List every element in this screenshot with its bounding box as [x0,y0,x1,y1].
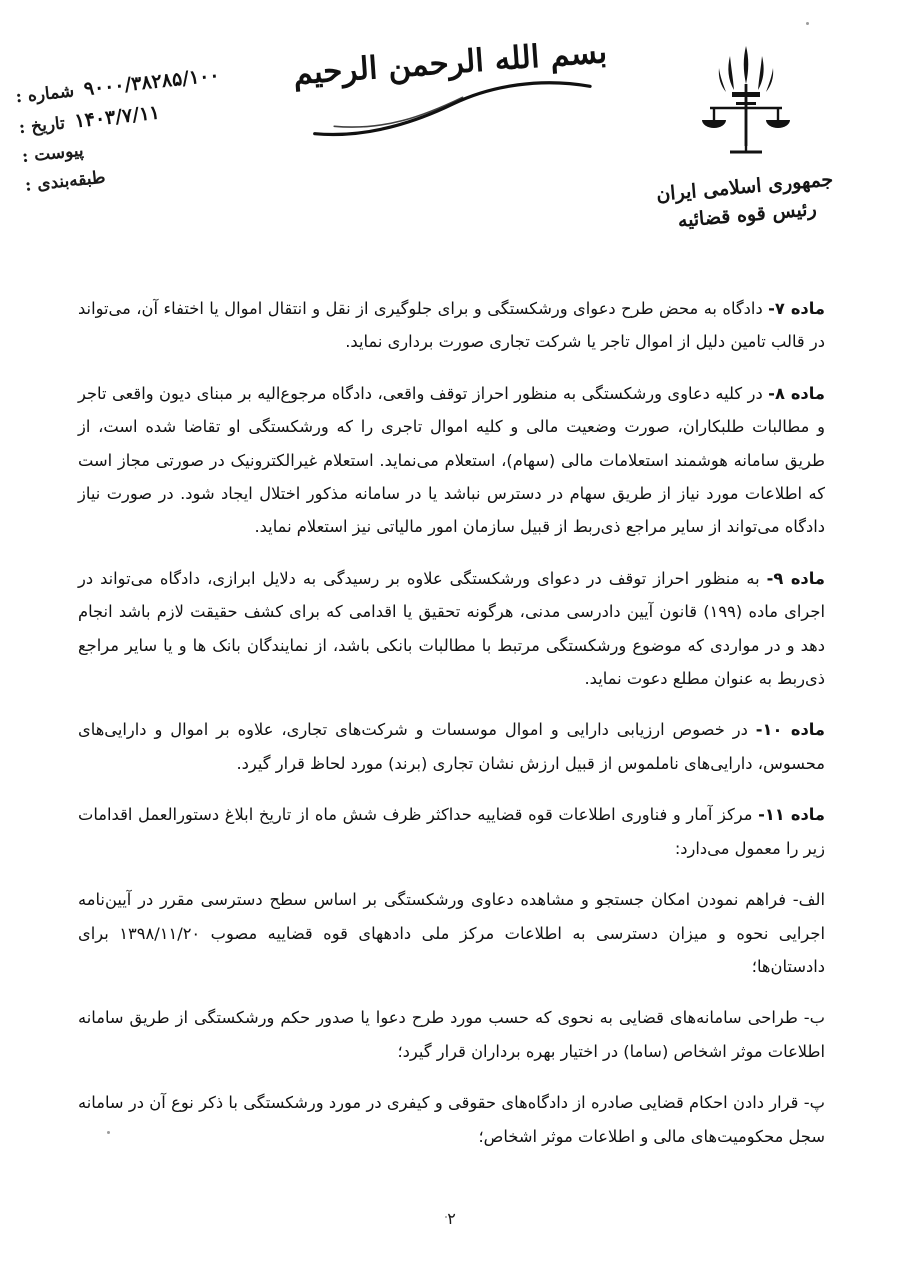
basmala-text: بسم الله الرحمن الرحیم [291,34,608,92]
basmala-calligraphy [284,35,619,146]
article-9-lead: ماده ۹- [766,568,825,588]
article-10-lead: ماده ۱۰- [755,720,825,740]
paragraph-article-7 [78,292,825,359]
paragraph-article-11 [78,798,825,865]
paragraph-clause-alef [78,883,825,983]
article-8-text: در کلیه دعاوی ورشکستگی به منظور احراز توقف واقعی، دادگاه مرجوع‌الیه بر مبنای دیون واقعی تاجر و مطالبات طلبکاران، صورت وضعیت مالی و کلیه اموال تاجری را که ورشکستگی او تقاضا شده است، از طریق سامانه هوشمند استعلامات مالی (سهام)، استعلام می‌نماید. استعلام غیرالکترونیک در صورتی مجاز است که اطلاعات مورد نیاز از طریق سهام در دسترس نباشد یا در سامانه مذکور اختلال ایجاد شود. در صورت نیاز دادگاه می‌تواند از سایر مراجع ذی‌ربط از قبیل سازمان امور مالیاتی نیز استعلام نماید. [78,383,825,537]
org-line-country: جمهوری اسلامی ایران [655,168,835,206]
clause-pe-lead: پ- [803,1093,825,1113]
scan-speck [445,1216,447,1218]
meta-value-date: ۱۴۰۳/۷/۱۱ [73,101,161,133]
article-11-text: مرکز آمار و فناوری اطلاعات قوه قضاییه حداکثر ظرف شش ماه از تاریخ ابلاغ دستورالعمل اقدامات زیر را معمول می‌دارد: [78,805,825,858]
paragraph-article-8 [78,377,825,544]
article-11-lead: ماده ۱۱- [758,805,825,825]
letterhead [0,0,903,280]
org-line-title: رئیس قوه قضائیه [676,197,818,232]
clause-alef-text: فراهم نمودن امکان جستجو و مشاهده دعاوی ورشکستگی بر اساس سطح دسترسی مقرر در آیین‌نامه اجرایی نحوه و میزان دسترسی به اطلاعات مرکز ملی دادههای قوه قضاییه مصوب ۱۳۹۸/۱۱/۲۰ برای دادستان‌ها؛ [78,890,825,976]
meta-label-attachment: پیوست : [21,140,85,168]
article-8-lead: ماده ۸- [768,383,825,403]
page-number: ۲ [447,1209,456,1228]
paragraph-clause-be [78,1001,825,1068]
article-9-text: به منظور احراز توقف در دعوای ورشکستگی علاوه بر رسیدگی به دلایل ابرازی، دادگاه می‌تواند در اجرای ماده (۱۹۹) قانون آیین دادرسی مدنی، هرگونه تحقیق یا اقدامی که برای کشف حقیقت لازم باشد انجام دهد و در مواردی که موضوع ورشکستگی مرتبط با مطالبات بانکی باشد، از نمایندگان بانک ها و یا سایر مراجع ذی‌ربط به عنوان مطلع دعوت نماید. [78,568,825,689]
article-10-text: در خصوص ارزیابی دارایی و اموال موسسات و شرکت‌های تجاری، علاوه بر اموال و دارایی‌های محسوس، دارایی‌های ناملموس از قبیل ارزش نشان تجاری (برند) مورد لحاظ قرار گیرد. [78,720,825,773]
paragraph-clause-pe [78,1086,825,1153]
article-7-lead: ماده ۷- [768,299,825,318]
meta-label-classification: طبقه‌بندی : [24,167,107,196]
scan-speck [107,1131,110,1134]
meta-label-number: شماره : [14,81,76,108]
article-7-text: دادگاه به محض طرح دعوای ورشکستگی و برای جلوگیری از نقل و انتقال اموال یا اختفاء آن، می‌تواند در قالب تامین دلیل از اموال تاجر یا شرکت تجاری صورت برداری نماید. [78,299,825,352]
clause-be-lead: ب- [803,1008,825,1028]
paragraph-article-10 [78,713,825,780]
paragraph-article-9 [78,562,825,696]
scan-speck [806,22,809,25]
document-meta-block [15,55,316,205]
meta-label-date: تاریخ : [17,113,66,139]
meta-value-number: ۹۰۰۰/۳۸۲۸۵/۱۰۰ [82,64,221,101]
clause-alef-lead: الف- [792,890,825,910]
emblem-iran-icon [686,40,806,170]
document-body [78,292,825,1171]
clause-be-text: طراحی سامانه‌های قضایی به نحوی که حسب مورد طرح دعوا یا صدور حکم ورشکستگی از طریق سامانه اطلاعات موثر اشخاص (ساما) در اختیار بهره برداران قرار گیرد؛ [78,1008,825,1061]
clause-pe-text: قرار دادن احکام قضایی صادره از دادگاه‌های حقوقی و کیفری در مورد ورشکستگی با ذکر نوع آن در سامانه سجل محکومیت‌های مالی و اطلاعات موثر اشخاص؛ [78,1093,825,1146]
organization-names [629,164,863,239]
organization-block [631,40,861,232]
